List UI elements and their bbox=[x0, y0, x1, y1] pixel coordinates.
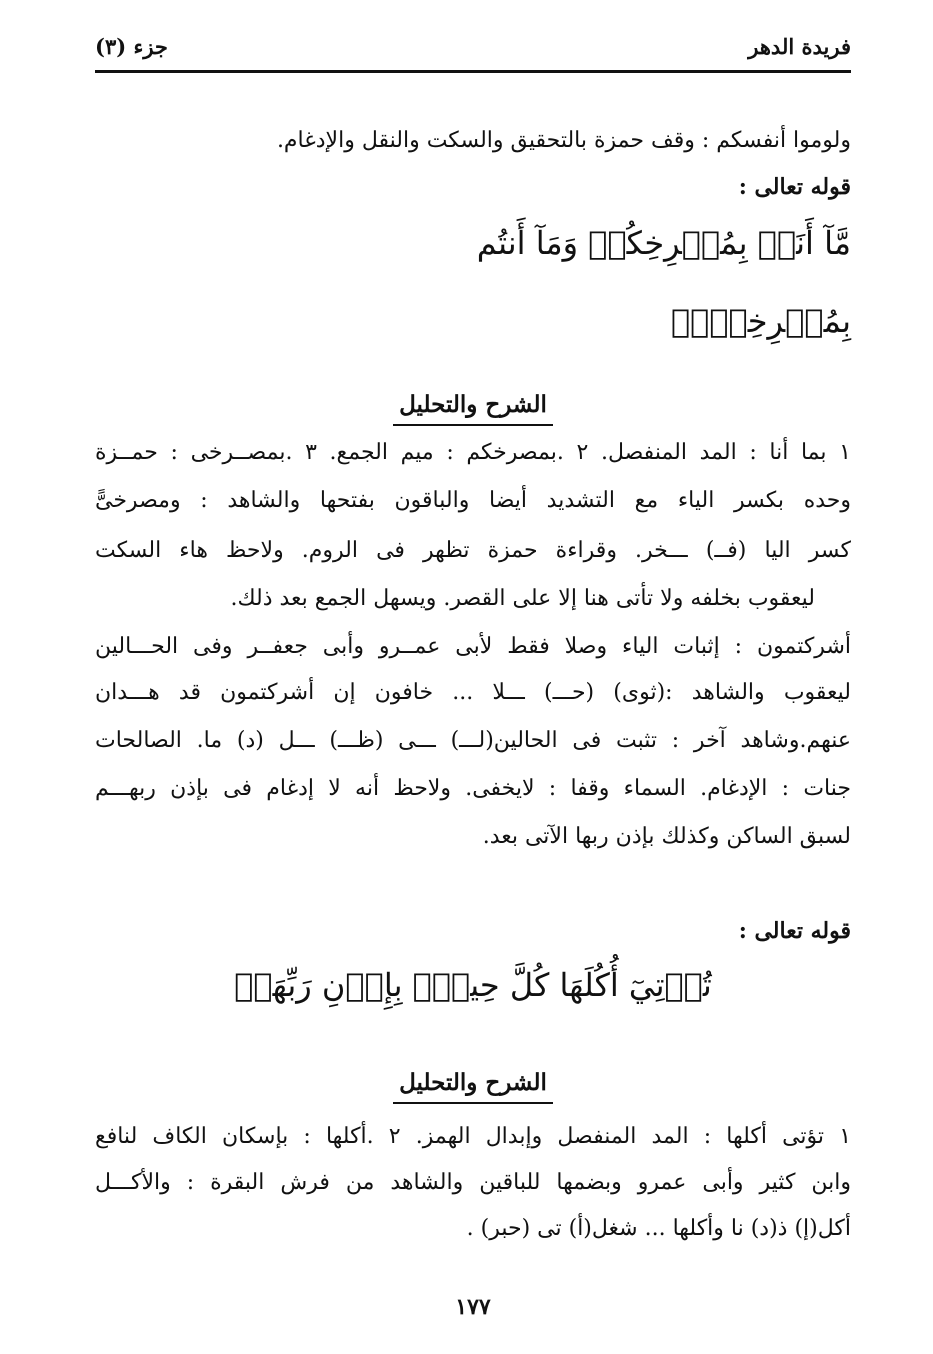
verse-line-3: تُؤۡتِيٓ أُكُلَهَا كُلَّ حِينِۭ بِإِذۡنِ رَبِّهَاۗ bbox=[234, 966, 712, 1004]
body-line-1: ولوموا أنفسكم : وقف حمزة بالتحقيق والسكت والنقل والإدغام. bbox=[276, 128, 851, 153]
verse-line-1: مَّآ أَنَا۠ بِمُصۡرِخِكُمۡ وَمَآ أَنتُم bbox=[476, 224, 851, 262]
verse-line-2: بِمُصۡرِخِيَّۖ bbox=[670, 302, 851, 340]
section1-line: كسر اليا (فــ) ـــخر. وقراءة حمزة تظهر فى الروم. ولاحظ هاء السكت bbox=[95, 538, 851, 563]
header-divider bbox=[95, 70, 851, 73]
section2-line: ١ تؤتى أكلها : المد المنفصل وإبدال الهمز. ٢ .أكلها : بإسكان الكاف لنافع bbox=[95, 1124, 852, 1149]
section1-line: ١ بما أنا : المد المنفصل. ٢ .بمصرخكم : ميم الجمع. ٣ .بمصــرخى : حمــزة bbox=[95, 440, 851, 465]
section1-line: وحده بكسر الياء مع التشديد أيضا والباقون بفتحها والشاهد : ومصرخىًّ bbox=[95, 488, 851, 513]
section2-line: وابن كثير وأبى عمرو وبضمها للباقين والشاهد من فرش البقرة : والأكـــل bbox=[95, 1170, 851, 1195]
page-number: ١٧٧ bbox=[455, 1294, 491, 1320]
document-page bbox=[95, 0, 851, 1354]
section1-line: عنهم.وشاهد آخر : تثبت فى الحالين(لـــ) ـــى (ظـــ) ـــل (د) ما. الصالحات bbox=[95, 728, 851, 753]
section1-line: جنات : الإدغام. السماء وقفا : لايخفى. ولاحظ أنه لا إدغام فى بإذن ربهـــم bbox=[95, 776, 851, 801]
qawluhu-label-2: قوله تعالى : bbox=[738, 918, 851, 944]
header-part-number: جزء (٣) bbox=[95, 34, 168, 59]
section-title-1-text: الشرح والتحليل bbox=[393, 388, 553, 426]
section1-line: ليعقوب بخلفه ولا تأتى هنا إلا على القصر. ويسهل الجمع بعد ذلك. bbox=[230, 586, 815, 611]
section2-line: أكل(إ) ذ(د) نا وأكلها ... شغل(أ) تى (حبر) . bbox=[466, 1216, 851, 1241]
section1-line: ليعقوب والشاهد :(ثوى) (حـــ) ـــلا ... خافون إن أشركتمون قد هـــدان bbox=[95, 680, 851, 705]
header-book-title: فريدة الدهر bbox=[748, 34, 851, 59]
section-title-2-text: الشرح والتحليل bbox=[393, 1066, 553, 1104]
qawluhu-label-1: قوله تعالى : bbox=[738, 174, 851, 200]
running-header bbox=[95, 34, 851, 68]
section1-line: أشركتمون : إثبات الياء وصلا فقط لأبى عمــرو وأبى جعفــر وفى الحـــالين bbox=[95, 634, 851, 659]
section-title-1 bbox=[95, 388, 851, 426]
section1-line: لسبق الساكن وكذلك بإذن ربها الآتى بعد. bbox=[482, 824, 851, 849]
section-title-2 bbox=[95, 1066, 851, 1104]
